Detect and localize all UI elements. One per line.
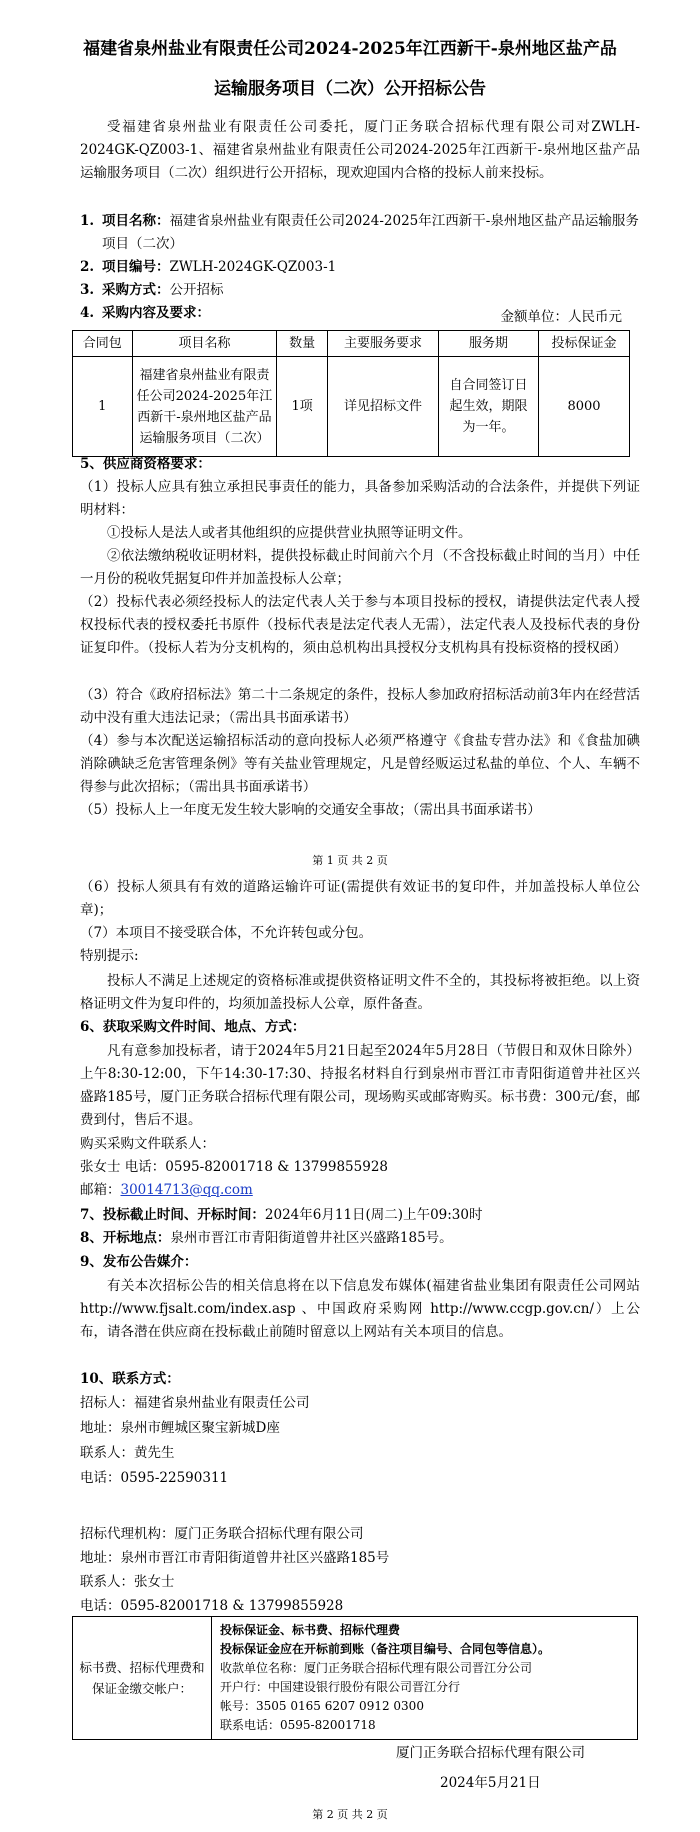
section-9-text: 有关本次招标公告的相关信息将在以下信息发布媒体(福建省盐业集团有限责任公司网站 http://www.fjsalt.com/index.asp 、中国政府采购网 http://www.ccgp.gov.cn/）上公布，请各潜在供应商在投标截止前随时留意以上网站有关本项目的信息。 bbox=[80, 1278, 640, 1340]
table-header: 投标保证金 bbox=[539, 331, 630, 357]
account-label: 标书费、招标代理费和保证金缴交帐户： bbox=[73, 1617, 212, 1740]
account-line: 投标保证金、标书费、招标代理费 bbox=[220, 1623, 401, 1637]
account-details bbox=[212, 1617, 638, 1740]
agent-phone: 电话：0595-82001718 & 13799855928 bbox=[80, 1598, 344, 1614]
table-cell: 自合同签订日起生效，期限为一年。 bbox=[439, 357, 539, 457]
section-7-text: 2024年6月11日(周二)上午09:30时 bbox=[264, 1207, 483, 1223]
date: 2024年5月21日 bbox=[440, 1775, 541, 1791]
buyer-phone: 电话：0595-22590311 bbox=[80, 1470, 229, 1486]
contact-label: 购买采购文件联系人： bbox=[80, 1136, 215, 1152]
item-1 bbox=[80, 210, 640, 256]
requirement-4: （4）参与本次配送运输招标活动的意向投标人必须严格遵守《食盐专营办法》和《食盐加碘消除碘缺乏危害管理条例》等有关盐业管理规定，凡是曾经贩运过私盐的单位、个人、车辆不得参与此次招标；（需出具书面承诺书） bbox=[80, 733, 640, 795]
table-cell: 详见招标文件 bbox=[327, 357, 438, 457]
item-number: 3. bbox=[80, 282, 95, 298]
item-label: 项目编号： bbox=[102, 259, 170, 275]
page-footer-2: 第 2 页 共 2 页 bbox=[312, 1808, 388, 1821]
table-cell: 福建省泉州盐业有限责任公司2024-2025年江西新干-泉州地区盐产品运输服务项目（二次） bbox=[132, 357, 277, 457]
item-number: 2. bbox=[80, 259, 95, 275]
table-cell: 1 bbox=[73, 357, 133, 457]
item-text: ZWLH-2024GK-QZ003-1 bbox=[169, 259, 337, 275]
item-number: 1. bbox=[80, 213, 95, 229]
section-7-label: 7、投标截止时间、开标时间： bbox=[80, 1207, 265, 1223]
section-8-label: 8、开标地点： bbox=[80, 1230, 171, 1246]
item-label: 采购方式： bbox=[102, 282, 170, 298]
requirement-1a: ①投标人是法人或者其他组织的应提供营业执照等证明文件。 bbox=[107, 525, 472, 541]
intro-paragraph: 受福建省泉州盐业有限责任公司委托，厦门正务联合招标代理有限公司对ZWLH-2024GK-QZ003-1、福建省泉州盐业有限责任公司2024-2025年江西新干-泉州地区盐产品运输服务项目（二次）组织进行公开招标，现欢迎国内合格的投标人前来投标。 bbox=[80, 119, 640, 181]
section-7 bbox=[80, 1204, 482, 1227]
agent-address: 地址：泉州市晋江市青阳街道曾井社区兴盛路185号 bbox=[80, 1550, 390, 1566]
buyer-contact: 联系人：黄先生 bbox=[80, 1445, 175, 1461]
item-label: 采购内容及要求： bbox=[102, 305, 210, 321]
account-line: 投标保证金应在开标前到账（备注项目编号、合同包等信息）。 bbox=[220, 1642, 551, 1656]
requirement-2: （2）投标代表必须经投标人的法定代表人关于参与本项目投标的授权，请提供法定代表人授权投标代表的授权委托书原件（投标代表是法定代表人无需），法定代表人及投标代表的身份证复印件。（投标人若为分支机构的，须由总机构出具授权分支机构具有投标资格的授权函） bbox=[80, 594, 640, 656]
account-line: 帐号：3505 0165 6207 0912 0300 bbox=[220, 1699, 424, 1713]
section-8 bbox=[80, 1227, 453, 1250]
account-line: 开户行：中国建设银行股份有限公司晋江分行 bbox=[220, 1680, 461, 1694]
buyer-name: 招标人：福建省泉州盐业有限责任公司 bbox=[80, 1395, 310, 1411]
account-line: 收款单位名称：厦门正务联合招标代理有限公司晋江分公司 bbox=[220, 1661, 533, 1675]
section-6-text: 凡有意参加投标者，请于2024年5月21日起至2024年5月28日（节假日和双休日除外）上午8:30-12:00，下午14:30-17:30、持报名材料自行到泉州市晋江市青阳街道曾井社区兴盛路185号，厦门正务联合招标代理有限公司，现场购买或邮寄购买。标书费：300元/套，邮费到付，售后不退。 bbox=[80, 1043, 640, 1128]
section-9-title: 9、发布公告媒介： bbox=[80, 1254, 198, 1270]
requirement-3: （3）符合《政府招标法》第二十二条规定的条件，投标人参加政府招标活动前3年内在经营活动中没有重大违法记录；（需出具书面承诺书） bbox=[80, 687, 640, 726]
title-line-2: 运输服务项目（二次）公开招标公告 bbox=[214, 79, 486, 99]
email-link[interactable]: 30014713@qq.com bbox=[120, 1182, 253, 1198]
item-text: 公开招标 bbox=[169, 282, 224, 298]
requirement-7: （7）本项目不接受联合体，不允许转包或分包。 bbox=[80, 925, 373, 941]
agent-name: 招标代理机构：厦门正务联合招标代理有限公司 bbox=[80, 1526, 364, 1542]
account-table bbox=[72, 1616, 638, 1740]
item-text: 福建省泉州盐业有限责任公司2024-2025年江西新干-泉州地区盐产品运输服务项目（二次） bbox=[102, 213, 639, 252]
email-label: 邮箱： bbox=[80, 1182, 121, 1198]
table-header: 数量 bbox=[277, 331, 328, 357]
section-8-text: 泉州市晋江市青阳街道曾井社区兴盛路185号。 bbox=[170, 1230, 453, 1246]
buyer-address: 地址：泉州市鲤城区聚宝新城D座 bbox=[80, 1420, 280, 1436]
item-2 bbox=[80, 256, 640, 279]
page-footer-1: 第 1 页 共 2 页 bbox=[312, 854, 388, 867]
requirement-1b: ②依法缴纳税收证明材料，提供投标截止时间前六个月（不含投标截止时间的当月）中任一月份的税收凭据复印件并加盖投标人公章； bbox=[80, 548, 640, 587]
item-label: 项目名称： bbox=[102, 213, 170, 229]
table-header: 项目名称 bbox=[132, 331, 277, 357]
requirement-1: （1）投标人应具有独立承担民事责任的能力，具备参加采购活动的合法条件，并提供下列证明材料： bbox=[80, 479, 640, 518]
signature: 厦门正务联合招标代理有限公司 bbox=[396, 1745, 585, 1761]
contact-line: 张女士 电话：0595-82001718 & 13799855928 bbox=[80, 1159, 389, 1175]
table-row bbox=[73, 357, 630, 457]
special-title: 特别提示: bbox=[80, 948, 139, 964]
procurement-table bbox=[72, 330, 630, 457]
email-row bbox=[80, 1179, 253, 1202]
table-header-row bbox=[73, 331, 630, 357]
requirement-5: （5）投标人上一年度无发生较大影响的交通安全事故；（需出具书面承诺书） bbox=[80, 802, 541, 818]
agent-contact: 联系人：张女士 bbox=[80, 1574, 175, 1590]
account-line: 联系电话：0595-82001718 bbox=[220, 1718, 376, 1732]
table-header: 合同包 bbox=[73, 331, 133, 357]
account-row bbox=[73, 1617, 638, 1740]
section-10-title: 10、联系方式： bbox=[80, 1371, 180, 1387]
section-5-title: 5、供应商资格要求： bbox=[80, 456, 211, 472]
table-header: 主要服务要求 bbox=[327, 331, 438, 357]
table-cell: 8000 bbox=[539, 357, 630, 457]
unit-note: 金额单位：人民币元 bbox=[500, 309, 622, 325]
item-number: 4. bbox=[80, 305, 95, 321]
table-cell: 1项 bbox=[277, 357, 328, 457]
table-header: 服务期 bbox=[439, 331, 539, 357]
item-3 bbox=[80, 279, 640, 302]
requirement-6: （6）投标人须具有有效的道路运输许可证(需提供有效证书的复印件，并加盖投标人单位公章)； bbox=[80, 879, 640, 918]
special-text: 投标人不满足上述规定的资格标准或提供资格证明文件不全的，其投标将被拒绝。以上资格证明文件为复印件的，均须加盖投标人公章，原件备查。 bbox=[80, 973, 640, 1012]
section-6-title: 6、获取采购文件时间、地点、方式： bbox=[80, 1019, 306, 1035]
title-line-1: 福建省泉州盐业有限责任公司2024-2025年江西新干-泉州地区盐产品 bbox=[83, 39, 617, 59]
